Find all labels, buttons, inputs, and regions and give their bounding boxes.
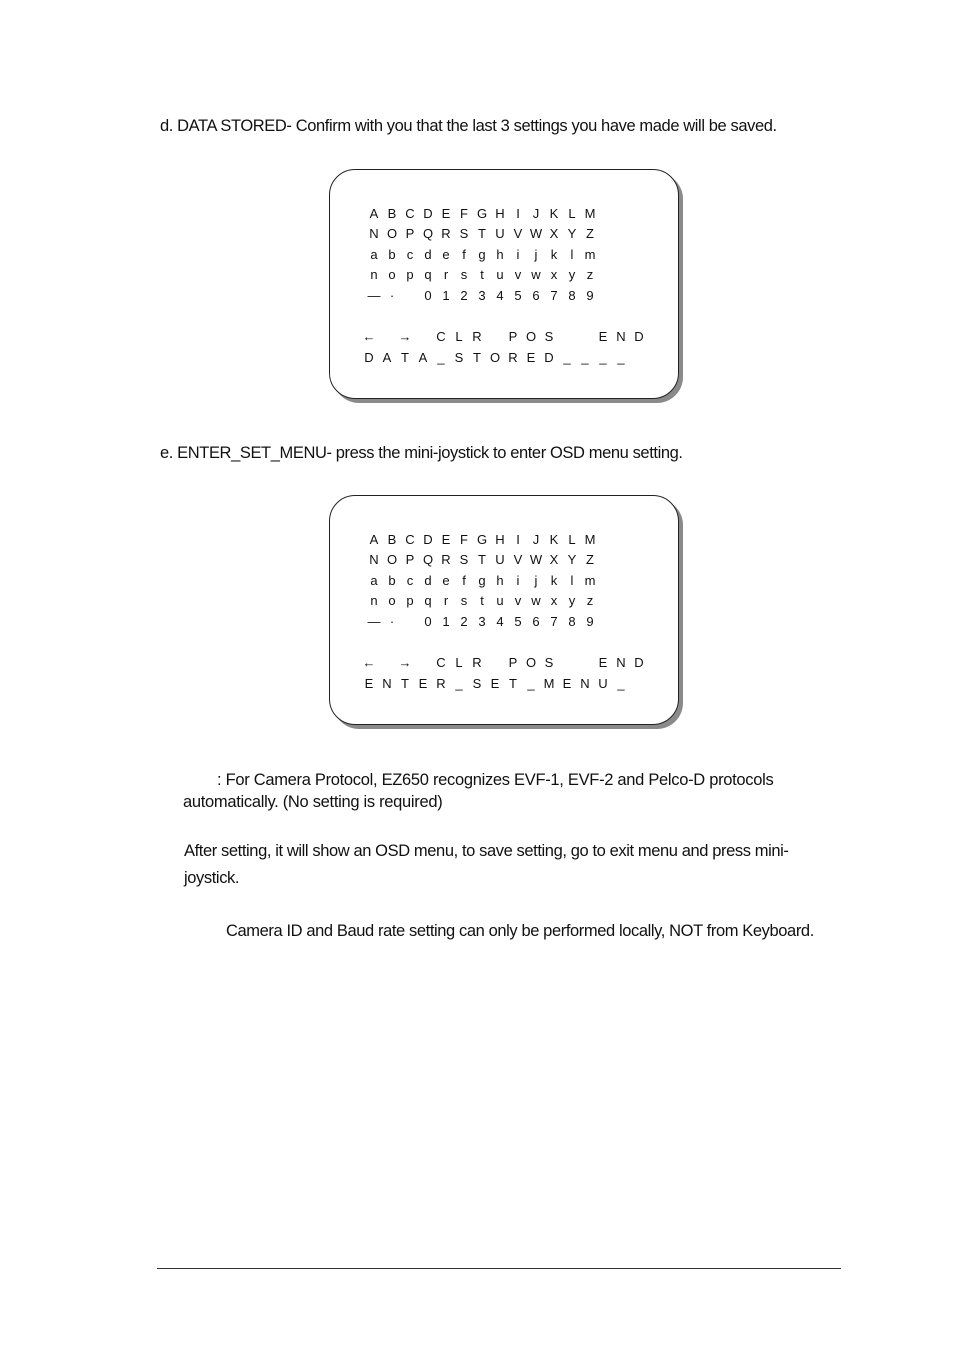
osd-char: 1 xyxy=(442,287,450,303)
osd-char: n xyxy=(370,593,378,609)
osd-char: j xyxy=(534,572,538,588)
osd-char: Z xyxy=(586,552,594,568)
osd-nav-char: O xyxy=(525,329,537,344)
osd-char: I xyxy=(516,531,520,547)
osd-char: q xyxy=(424,593,432,609)
osd-char: b xyxy=(388,246,396,262)
osd-char: a xyxy=(370,572,378,588)
osd-nav-char: D xyxy=(634,655,644,670)
osd-char: w xyxy=(531,267,541,283)
osd-nav-char: ← xyxy=(362,329,376,344)
osd-char: W xyxy=(529,226,543,242)
osd-char: L xyxy=(568,205,576,221)
osd-char: — xyxy=(367,613,381,629)
osd-char: c xyxy=(406,572,414,588)
osd-char: E xyxy=(441,205,451,221)
osd-char: 1 xyxy=(442,613,450,629)
osd-char: r xyxy=(443,267,449,283)
osd-char: F xyxy=(460,205,468,221)
osd-status-char: E xyxy=(526,350,536,365)
osd-status-char: T xyxy=(509,676,517,691)
osd-char: S xyxy=(459,552,469,568)
osd-char: l xyxy=(570,246,574,262)
osd-char: x xyxy=(550,593,558,609)
osd-char: K xyxy=(549,205,559,221)
osd-char-row xyxy=(365,244,599,265)
osd-nav-char: N xyxy=(616,655,626,670)
osd-char: E xyxy=(441,531,451,547)
footer-rule xyxy=(157,1268,841,1269)
osd-status-char: N xyxy=(580,676,590,691)
osd-char: 0 xyxy=(424,613,432,629)
osd-char: e xyxy=(442,572,450,588)
osd-char: 9 xyxy=(586,287,594,303)
osd-char: P xyxy=(405,226,415,242)
osd-char: 8 xyxy=(568,613,576,629)
osd-char: 4 xyxy=(496,613,504,629)
osd-char: H xyxy=(495,205,505,221)
osd-char: 3 xyxy=(478,287,486,303)
osd-char: U xyxy=(495,552,505,568)
osd-char: k xyxy=(550,246,558,262)
note-local-only: Camera ID and Baud rate setting can only be performed locally, NOT from Keyboard. xyxy=(226,922,814,940)
osd-char: B xyxy=(387,205,397,221)
osd-char: u xyxy=(496,593,504,609)
osd-status-char: E xyxy=(490,676,500,691)
osd-char: t xyxy=(480,593,484,609)
osd-status-line xyxy=(360,350,630,365)
osd-status-char: D xyxy=(544,350,554,365)
osd-status-char: _ xyxy=(527,676,535,691)
osd-char: X xyxy=(549,552,559,568)
osd-char-row xyxy=(365,570,599,591)
osd-char-row xyxy=(365,591,599,612)
osd-char: u xyxy=(496,267,504,283)
osd-char: y xyxy=(568,593,576,609)
osd-status-char: T xyxy=(473,350,481,365)
osd-char: O xyxy=(386,552,398,568)
osd-nav-char: S xyxy=(544,329,554,344)
osd-char: 4 xyxy=(496,287,504,303)
osd-char: J xyxy=(532,205,540,221)
osd-nav-char: O xyxy=(525,655,537,670)
osd-char: M xyxy=(584,531,596,547)
osd-char: T xyxy=(478,552,486,568)
osd-char: R xyxy=(441,552,451,568)
osd-status-char: E xyxy=(364,676,374,691)
character-grid xyxy=(365,203,599,306)
osd-char: 7 xyxy=(550,287,558,303)
osd-char: T xyxy=(478,226,486,242)
osd-char: f xyxy=(462,246,466,262)
osd-char: I xyxy=(516,205,520,221)
osd-char: q xyxy=(424,267,432,283)
osd-status-char: T xyxy=(401,676,409,691)
osd-char: U xyxy=(495,226,505,242)
osd-char: 9 xyxy=(586,613,594,629)
osd-nav-row xyxy=(360,329,648,344)
osd-char: o xyxy=(388,267,396,283)
osd-char: N xyxy=(369,226,379,242)
osd-status-char: _ xyxy=(617,350,625,365)
osd-nav-char: L xyxy=(455,329,463,344)
note-osd-line1: After setting, it will show an OSD menu, to save setting, go to exit menu and press mini- xyxy=(184,842,789,860)
osd-char: Y xyxy=(567,226,577,242)
osd-char: p xyxy=(406,593,414,609)
osd-nav-char: C xyxy=(436,329,446,344)
osd-char: O xyxy=(386,226,398,242)
osd-screen-data-stored xyxy=(329,169,679,399)
osd-nav-row xyxy=(360,655,648,670)
osd-char: e xyxy=(442,246,450,262)
osd-char: 3 xyxy=(478,613,486,629)
osd-char: r xyxy=(443,593,449,609)
osd-char: i xyxy=(516,246,520,262)
osd-char: Q xyxy=(422,552,434,568)
osd-status-char: _ xyxy=(599,350,607,365)
osd-char: j xyxy=(534,246,538,262)
osd-char: M xyxy=(584,205,596,221)
osd-char: P xyxy=(405,552,415,568)
osd-char: 6 xyxy=(532,613,540,629)
osd-char: G xyxy=(476,531,488,547)
osd-char: B xyxy=(387,531,397,547)
osd-char: k xyxy=(550,572,558,588)
osd-status-char: A xyxy=(418,350,428,365)
osd-char: 2 xyxy=(460,613,468,629)
osd-char: L xyxy=(568,531,576,547)
osd-nav-char: D xyxy=(634,329,644,344)
osd-char: 0 xyxy=(424,287,432,303)
osd-char: 6 xyxy=(532,287,540,303)
osd-char: A xyxy=(369,205,379,221)
osd-char: K xyxy=(549,531,559,547)
osd-nav-char: → xyxy=(398,655,412,670)
osd-char: H xyxy=(495,531,505,547)
osd-status-char: S xyxy=(454,350,464,365)
osd-status-char: D xyxy=(364,350,374,365)
osd-char: v xyxy=(514,267,522,283)
osd-char: Z xyxy=(586,226,594,242)
note-osd-line2: joystick. xyxy=(184,869,240,887)
osd-char: F xyxy=(460,531,468,547)
osd-status-char: _ xyxy=(617,676,625,691)
osd-char: m xyxy=(584,572,596,588)
osd-char: N xyxy=(369,552,379,568)
osd-char: 5 xyxy=(514,287,522,303)
osd-char: b xyxy=(388,572,396,588)
osd-char: D xyxy=(423,531,433,547)
osd-char: h xyxy=(496,246,504,262)
character-grid xyxy=(365,529,599,632)
osd-nav-char: ← xyxy=(362,655,376,670)
osd-status-char: E xyxy=(418,676,428,691)
osd-status-char: A xyxy=(382,350,392,365)
osd-nav-char: N xyxy=(616,329,626,344)
osd-char: v xyxy=(514,593,522,609)
osd-char: g xyxy=(478,246,486,262)
osd-status-char: U xyxy=(598,676,608,691)
osd-char: J xyxy=(532,531,540,547)
osd-nav-char: P xyxy=(508,329,518,344)
osd-char: V xyxy=(513,552,523,568)
caption-enter-set-menu: e. ENTER_SET_MENU- press the mini-joystick to enter OSD menu setting. xyxy=(160,444,683,462)
osd-nav-char: L xyxy=(455,655,463,670)
osd-nav-char: P xyxy=(508,655,518,670)
osd-char: S xyxy=(459,226,469,242)
osd-status-line xyxy=(360,676,630,691)
osd-nav-char: R xyxy=(472,329,482,344)
osd-char: 2 xyxy=(460,287,468,303)
osd-status-char: N xyxy=(382,676,392,691)
osd-nav-char: → xyxy=(398,329,412,344)
osd-char-row xyxy=(365,529,599,550)
osd-status-char: _ xyxy=(455,676,463,691)
caption-data-stored: d. DATA STORED- Confirm with you that the last 3 settings you have made will be saved. xyxy=(160,117,777,135)
osd-char: h xyxy=(496,572,504,588)
osd-char: s xyxy=(460,593,468,609)
osd-status-char: R xyxy=(436,676,446,691)
osd-nav-char: C xyxy=(436,655,446,670)
osd-char: t xyxy=(480,267,484,283)
osd-char: R xyxy=(441,226,451,242)
osd-char: G xyxy=(476,205,488,221)
osd-status-char: E xyxy=(562,676,572,691)
osd-char: y xyxy=(568,267,576,283)
osd-char: z xyxy=(586,267,594,283)
note-protocol-line1: : For Camera Protocol, EZ650 recognizes EVF-1, EVF-2 and Pelco-D protocols xyxy=(217,771,774,789)
osd-char: w xyxy=(531,593,541,609)
osd-char: d xyxy=(424,246,432,262)
osd-status-char: T xyxy=(401,350,409,365)
osd-char: 7 xyxy=(550,613,558,629)
osd-char: W xyxy=(529,552,543,568)
osd-char: A xyxy=(369,531,379,547)
osd-nav-char: S xyxy=(544,655,554,670)
osd-char: p xyxy=(406,267,414,283)
osd-char: a xyxy=(370,246,378,262)
osd-char: — xyxy=(367,287,381,303)
osd-char: x xyxy=(550,267,558,283)
osd-char: f xyxy=(462,572,466,588)
osd-char: · xyxy=(389,613,395,629)
osd-char: C xyxy=(405,205,415,221)
osd-nav-char: E xyxy=(598,655,608,670)
osd-char-row xyxy=(365,285,599,306)
osd-char-row xyxy=(365,203,599,224)
osd-status-char: O xyxy=(489,350,501,365)
osd-char: c xyxy=(406,246,414,262)
osd-char: C xyxy=(405,531,415,547)
osd-char: z xyxy=(586,593,594,609)
osd-char: · xyxy=(389,287,395,303)
osd-status-char: _ xyxy=(437,350,445,365)
osd-status-char: R xyxy=(508,350,518,365)
osd-char: X xyxy=(549,226,559,242)
osd-char-row xyxy=(365,265,599,286)
osd-screen-enter-set-menu xyxy=(329,495,679,725)
osd-char: D xyxy=(423,205,433,221)
osd-char-row xyxy=(365,550,599,571)
osd-nav-char: R xyxy=(472,655,482,670)
osd-status-char: S xyxy=(472,676,482,691)
osd-char: 5 xyxy=(514,613,522,629)
osd-char: 8 xyxy=(568,287,576,303)
osd-char: g xyxy=(478,572,486,588)
osd-status-char: M xyxy=(543,676,555,691)
osd-char: n xyxy=(370,267,378,283)
note-protocol-line2: automatically. (No setting is required) xyxy=(183,793,443,811)
osd-char: i xyxy=(516,572,520,588)
osd-status-char: _ xyxy=(563,350,571,365)
osd-char: m xyxy=(584,246,596,262)
osd-char: V xyxy=(513,226,523,242)
osd-char: l xyxy=(570,572,574,588)
osd-status-char: _ xyxy=(581,350,589,365)
osd-nav-char: E xyxy=(598,329,608,344)
osd-char: d xyxy=(424,572,432,588)
osd-char-row xyxy=(365,611,599,632)
osd-char: Y xyxy=(567,552,577,568)
osd-char-row xyxy=(365,224,599,245)
osd-char: s xyxy=(460,267,468,283)
osd-char: Q xyxy=(422,226,434,242)
osd-char: o xyxy=(388,593,396,609)
